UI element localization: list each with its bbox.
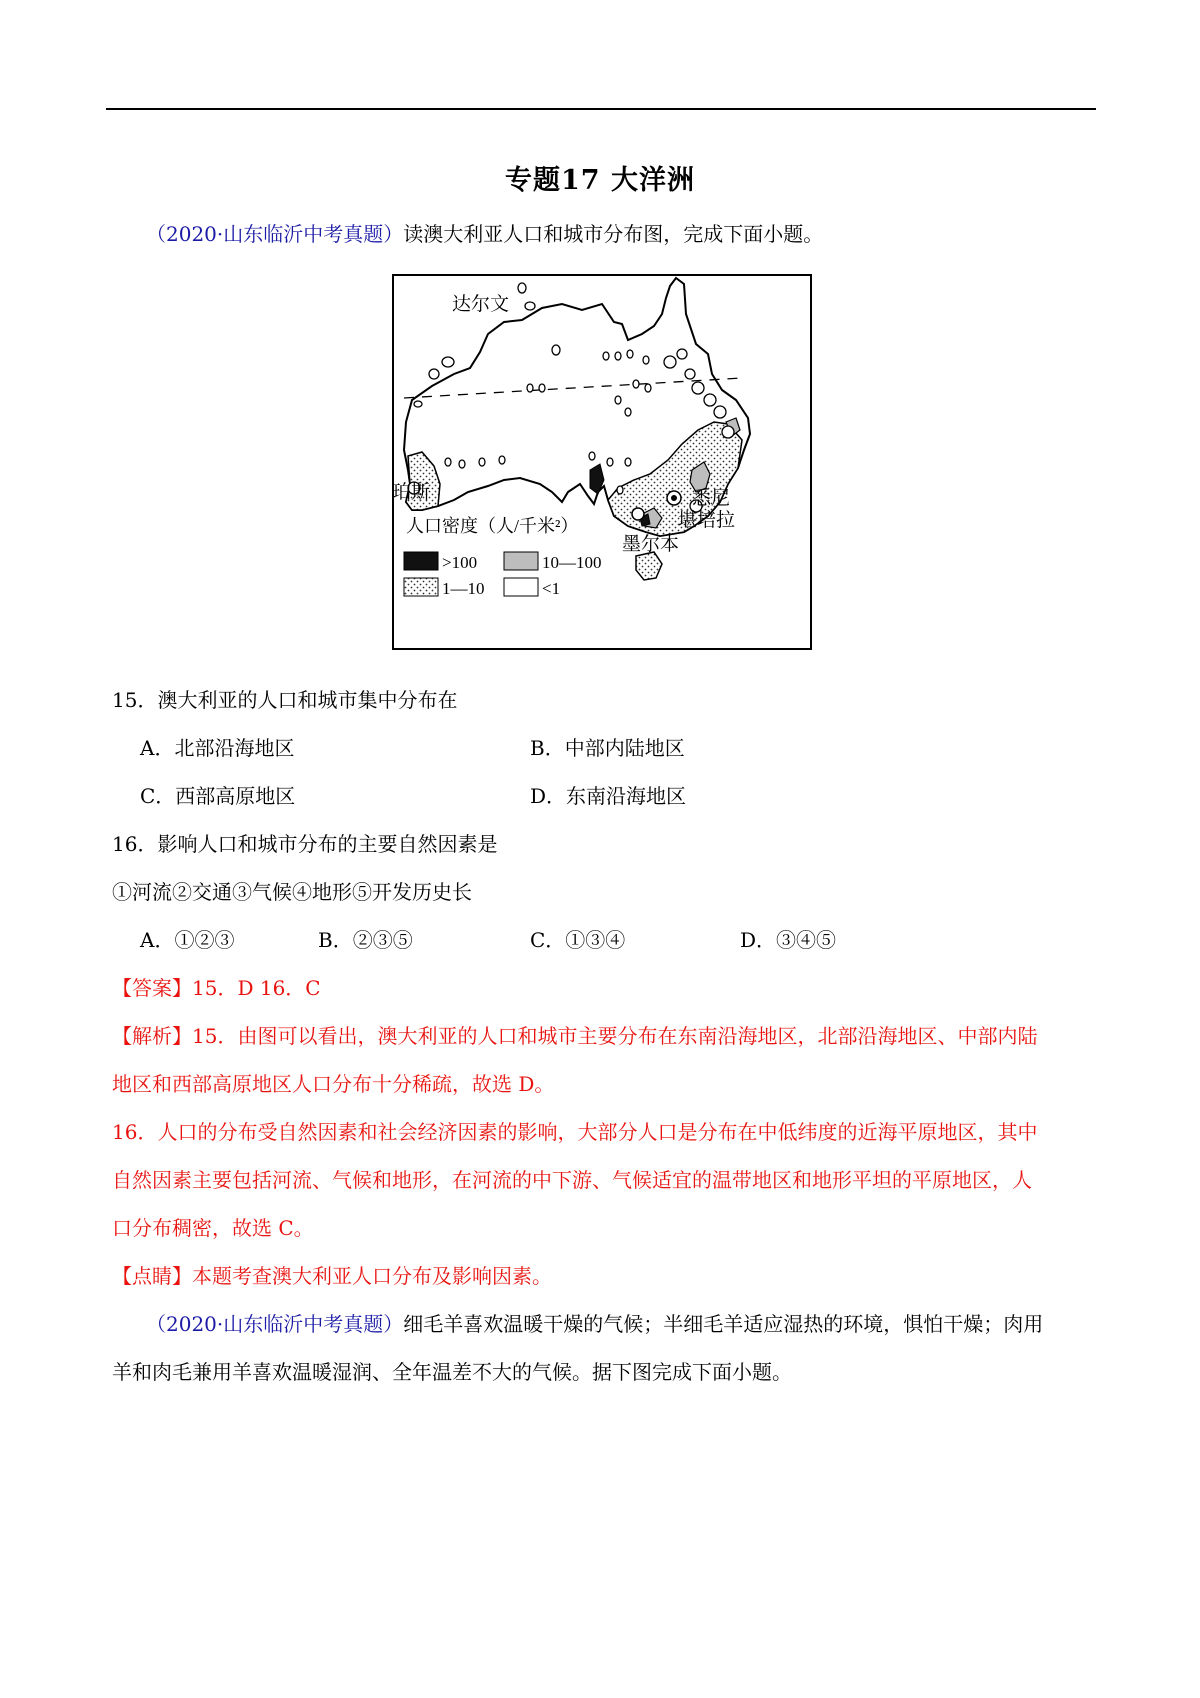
q16-option-d: D．③④⑤ <box>740 928 837 952</box>
q16-factors: ①河流②交通③气候④地形⑤开发历史长 <box>112 880 472 904</box>
intro2-text-2: 羊和肉毛兼用羊喜欢温暖湿润、全年温差不大的气候。据下图完成下面小题。 <box>112 1360 792 1384</box>
analysis-line-2: 地区和西部高原地区人口分布十分稀疏，故选 D。 <box>112 1072 555 1096</box>
point-line <box>112 1266 552 1286</box>
q15-option-b: B．中部内陆地区 <box>530 736 685 760</box>
q16-option-c: C．①③④ <box>530 928 626 952</box>
point-label: 【点睛】 <box>112 1264 192 1288</box>
answer-line <box>112 978 321 998</box>
legend-swatch-grey <box>504 552 538 570</box>
header-rule <box>106 108 1096 110</box>
label-sydney: 悉尼 <box>692 488 731 509</box>
legend-label-4: <1 <box>542 579 561 598</box>
source-tag: （2020·山东临沂中考真题） <box>146 222 404 246</box>
q16-option-a: A．①②③ <box>140 928 235 952</box>
legend-label-1: >100 <box>442 553 478 572</box>
q15-option-a: A．北部沿海地区 <box>140 736 295 760</box>
melbourne-marker <box>632 508 644 520</box>
intro2-text-1: 细毛羊喜欢温暖干燥的气候；半细毛羊适应湿热的环境，惧怕干燥；肉用 <box>403 1312 1044 1336</box>
q15-option-d: D．东南沿海地区 <box>530 784 687 808</box>
q16-stem: 16．影响人口和城市分布的主要自然因素是 <box>112 832 498 856</box>
q15-option-c: C．西部高原地区 <box>140 784 296 808</box>
label-darwin: 达尔文 <box>452 294 510 315</box>
legend-swatch-dotted <box>404 578 438 596</box>
answer-label: 【答案】 <box>112 976 192 1000</box>
analysis-line-4: 自然因素主要包括河流、气候和地形，在河流的中下游、气候适宜的温带地区和地形平坦的平原地区，人 <box>112 1168 1032 1192</box>
intro-text: 读澳大利亚人口和城市分布图，完成下面小题。 <box>403 222 824 246</box>
analysis-line-3: 16．人口的分布受自然因素和社会经济因素的影响，大部分人口是分布在中低纬度的近海平原地区，其中 <box>112 1120 1038 1144</box>
analysis-label: 【解析】 <box>112 1024 192 1048</box>
analysis-line-1 <box>112 1026 1037 1046</box>
point-text: 本题考查澳大利亚人口分布及影响因素。 <box>192 1264 552 1288</box>
source-tag-2: （2020·山东临沂中考真题） <box>146 1312 404 1336</box>
legend-swatch-white <box>504 578 538 596</box>
label-canberra: 堪培拉 <box>678 510 736 531</box>
legend-label-3: 1—10 <box>442 579 485 598</box>
label-melbourne: 墨尔本 <box>622 534 680 555</box>
australia-population-map <box>392 274 812 650</box>
legend-swatch-black <box>404 552 438 570</box>
page-title: 专题17 大洋洲 <box>505 165 695 196</box>
legend-title: 人口密度（人/千米²） <box>406 516 579 536</box>
analysis-line-5: 口分布稠密，故选 C。 <box>112 1216 314 1240</box>
label-perth: 珀斯 <box>392 482 431 503</box>
question-intro-1 <box>146 224 823 244</box>
q16-option-b: B．②③⑤ <box>318 928 413 952</box>
question-intro-2 <box>146 1314 1043 1334</box>
answer-text: 15．D 16．C <box>192 976 321 1000</box>
q15-stem: 15．澳大利亚的人口和城市集中分布在 <box>112 688 458 712</box>
legend-label-2: 10—100 <box>542 553 602 572</box>
sydney-marker-dot <box>671 495 677 501</box>
analysis-text-1: 15．由图可以看出，澳大利亚的人口和城市主要分布在东南沿海地区，北部沿海地区、中部内陆 <box>192 1024 1038 1048</box>
